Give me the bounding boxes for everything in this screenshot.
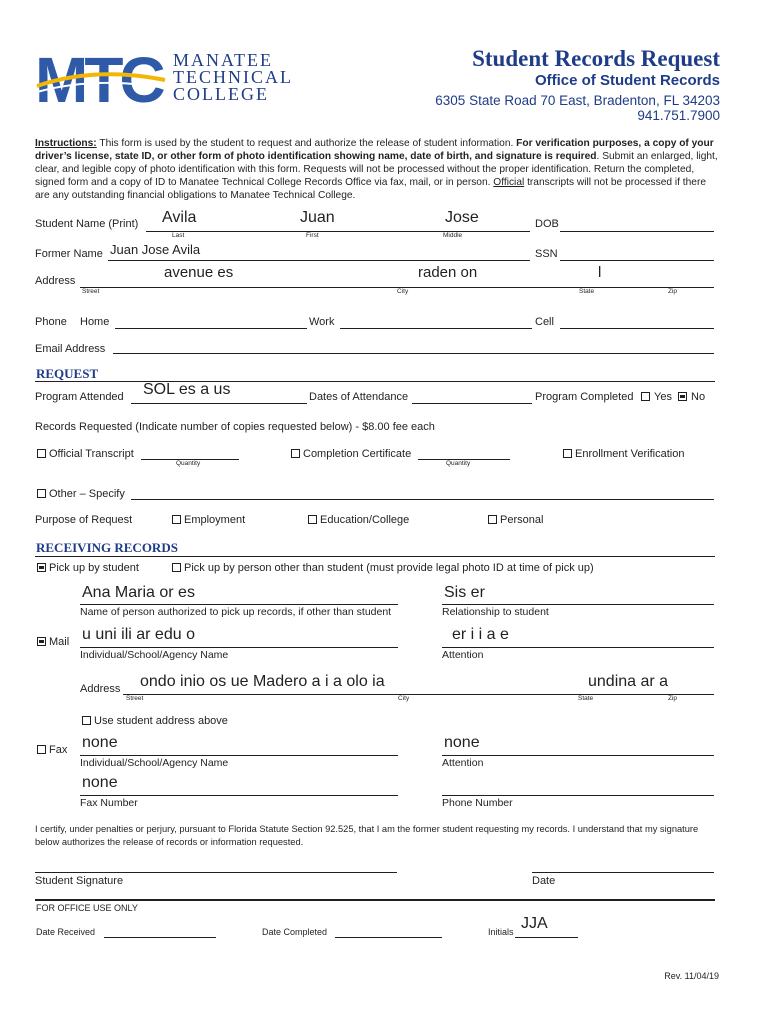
mail-checkbox[interactable]	[37, 637, 46, 646]
other-specify-field[interactable]	[131, 499, 714, 500]
office-address: 6305 State Road 70 East, Bradenton, FL 34203	[435, 93, 720, 108]
initials-value[interactable]: JJA	[521, 915, 548, 932]
mail-state-sublabel: State	[578, 695, 594, 702]
mail-agency-value[interactable]: u uni ili ar edu o	[82, 626, 195, 643]
pickup-other-label: Pick up by person other than student (must provide legal photo ID at time of pick up)	[184, 562, 594, 574]
mail-street-value[interactable]: ondo inio os ue Madero a i a olo ia	[140, 673, 385, 690]
dob-field[interactable]	[560, 231, 714, 232]
pickup-student-label: Pick up by student	[49, 562, 139, 574]
dob-label: DOB	[535, 218, 559, 230]
logo-name-manatee: MANATEE	[173, 50, 273, 70]
date-received-label: Date Received	[36, 927, 96, 937]
student-city[interactable]: raden on	[418, 264, 478, 281]
pickup-other-checkbox[interactable]	[172, 563, 181, 572]
personal-checkbox[interactable]	[488, 515, 497, 524]
office-phone: 941.751.7900	[637, 108, 720, 123]
employment-label: Employment	[184, 514, 246, 526]
street-sublabel: Street	[82, 288, 100, 295]
office-name: Office of Student Records	[534, 72, 720, 89]
middle-sublabel: Middle	[443, 232, 463, 239]
other-specify-label: Other – Specify	[49, 488, 125, 500]
student-name-label: Student Name (Print)	[35, 218, 139, 230]
request-section-title: REQUEST	[36, 366, 99, 381]
signature-date-field[interactable]	[532, 872, 714, 873]
zip-sublabel: Zip	[668, 288, 678, 295]
former-name-label: Former Name	[35, 248, 103, 260]
mail-city-sublabel: City	[398, 695, 410, 702]
mail-state-value[interactable]: undina ar a	[588, 673, 669, 690]
mail-attention-label: Attention	[442, 649, 484, 661]
mtc-logo-icon	[35, 46, 175, 108]
fax-agency-label: Individual/School/Agency Name	[80, 757, 229, 769]
mail-street-sublabel: Street	[126, 695, 144, 702]
city-sublabel: City	[397, 288, 409, 295]
program-attended-label: Program Attended	[35, 391, 124, 403]
certification-text: I certify, under penalties or perjury, pursuant to Florida Statute Section 92.525, that I am the former student requesting my records. I understand that my signature below authorizes the release of records or information requested.	[35, 824, 699, 847]
pickup-student-checkbox[interactable]	[37, 563, 46, 572]
personal-label: Personal	[500, 514, 544, 526]
phone-number-label: Phone Number	[442, 797, 513, 809]
date-completed-label: Date Completed	[262, 927, 328, 937]
fax-agency-value[interactable]: none	[82, 734, 118, 751]
program-attended-value[interactable]: SOL es a us	[143, 381, 231, 398]
student-state[interactable]: l	[598, 264, 602, 281]
last-sublabel: Last	[172, 232, 185, 239]
other-checkbox[interactable]	[37, 489, 46, 498]
receiving-section-title: RECEIVING RECORDS	[36, 540, 178, 555]
cell-phone-field[interactable]	[560, 328, 714, 329]
work-phone-label: Work	[309, 316, 335, 328]
home-phone-label: Home	[80, 316, 110, 328]
instructions-text-3: transcripts will not be processed if there are any outstanding financial obligations to Manatee Technical College.	[35, 177, 707, 201]
completion-certificate-checkbox[interactable]	[291, 449, 300, 458]
fax-label: Fax	[49, 744, 68, 756]
ssn-field[interactable]	[560, 260, 714, 261]
fax-number-value[interactable]: none	[82, 774, 118, 791]
relationship-label: Relationship to student	[442, 606, 549, 618]
official-transcript-checkbox[interactable]	[37, 449, 46, 458]
purpose-label: Purpose of Request	[35, 514, 133, 526]
revision-date: Rev. 11/04/19	[664, 971, 719, 981]
college-logo	[35, 46, 295, 108]
fax-number-label: Fax Number	[80, 797, 138, 809]
date-completed-field[interactable]	[335, 937, 442, 938]
mail-zip-sublabel: Zip	[668, 695, 678, 702]
fax-checkbox[interactable]	[37, 745, 46, 754]
mail-address-label: Address	[80, 683, 121, 695]
fax-attention-value[interactable]: none	[444, 734, 480, 751]
use-student-address-checkbox[interactable]	[82, 716, 91, 725]
program-completed-no-checkbox[interactable]	[678, 392, 687, 401]
address-label: Address	[35, 275, 76, 287]
page-title: Student Records Request	[472, 46, 720, 71]
former-name-value[interactable]: Juan Jose Avila	[110, 242, 201, 257]
instructions-official: Official	[493, 177, 525, 188]
student-street[interactable]: avenue es	[164, 264, 234, 281]
enrollment-verification-checkbox[interactable]	[563, 449, 572, 458]
instructions-text-1: This form is used by the student to request and authorize the release of student information.	[96, 138, 517, 149]
home-phone-field[interactable]	[115, 328, 307, 329]
logo-name-college: COLLEGE	[173, 84, 269, 104]
initials-label: Initials	[488, 927, 514, 937]
email-label: Email Address	[35, 343, 106, 355]
ssn-label: SSN	[535, 248, 558, 260]
fax-attention-label: Attention	[442, 757, 484, 769]
education-label: Education/College	[320, 514, 410, 526]
mail-label: Mail	[49, 636, 70, 648]
student-middle-name[interactable]: Jose	[445, 209, 479, 226]
email-field[interactable]	[113, 353, 714, 354]
mail-attention-value[interactable]: er i i a e	[452, 626, 509, 643]
svg-text:MTC: MTC	[35, 46, 162, 108]
mail-agency-label: Individual/School/Agency Name	[80, 649, 229, 661]
records-requested-label: Records Requested (Indicate number of copies requested below) - $8.00 fee each	[35, 421, 435, 433]
quantity-sublabel-2: Quantity	[446, 460, 471, 467]
no-label: No	[691, 391, 706, 403]
authorized-person-label: Name of person authorized to pick up records, if other than student	[80, 606, 392, 618]
state-sublabel: State	[579, 288, 595, 295]
phone-label: Phone	[35, 316, 67, 328]
instructions	[35, 137, 718, 202]
dates-attendance-label: Dates of Attendance	[309, 391, 409, 403]
student-signature-field[interactable]	[35, 872, 397, 873]
phone-number-field[interactable]	[442, 795, 714, 796]
employment-checkbox[interactable]	[172, 515, 181, 524]
first-sublabel: First	[306, 232, 319, 239]
signature-date-label: Date	[532, 875, 556, 887]
logo-name-technical: TECHNICAL	[173, 67, 293, 87]
quantity-sublabel: Quantity	[176, 460, 201, 467]
instructions-text-2: . Submit an enlarged, light, clear, and legible copy of photo identification with this form. Requests will not be processed without the proper identification. Return the completed, signed form and a copy of ID to Manatee Technical College Records Office via fax, mail, or in person.	[35, 151, 718, 188]
student-signature-label: Student Signature	[35, 875, 124, 887]
relationship-value[interactable]: Sis er	[444, 584, 485, 601]
use-student-address-label: Use student address above	[94, 715, 228, 727]
enrollment-verification-label: Enrollment Verification	[575, 448, 685, 460]
student-first-name[interactable]: Juan	[300, 209, 335, 226]
authorized-person-value[interactable]: Ana Maria or es	[82, 584, 195, 601]
official-transcript-label: Official Transcript	[49, 448, 134, 460]
office-use-title: FOR OFFICE USE ONLY	[36, 903, 138, 913]
completion-certificate-label: Completion Certificate	[303, 448, 412, 460]
date-received-field[interactable]	[104, 937, 216, 938]
cell-phone-label: Cell	[535, 316, 554, 328]
work-phone-field[interactable]	[340, 328, 532, 329]
instructions-bold: For verification purposes, a copy of your driver’s license, state ID, or other form of photo identification showing name, date of birth, and signature is required	[35, 138, 714, 162]
dates-attendance-field[interactable]	[412, 403, 532, 404]
instructions-label: Instructions:	[35, 138, 97, 149]
student-last-name[interactable]: Avila	[162, 209, 197, 226]
program-completed-yes-checkbox[interactable]	[641, 392, 650, 401]
program-completed-label: Program Completed	[535, 391, 634, 403]
education-checkbox[interactable]	[308, 515, 317, 524]
yes-label: Yes	[654, 391, 672, 403]
